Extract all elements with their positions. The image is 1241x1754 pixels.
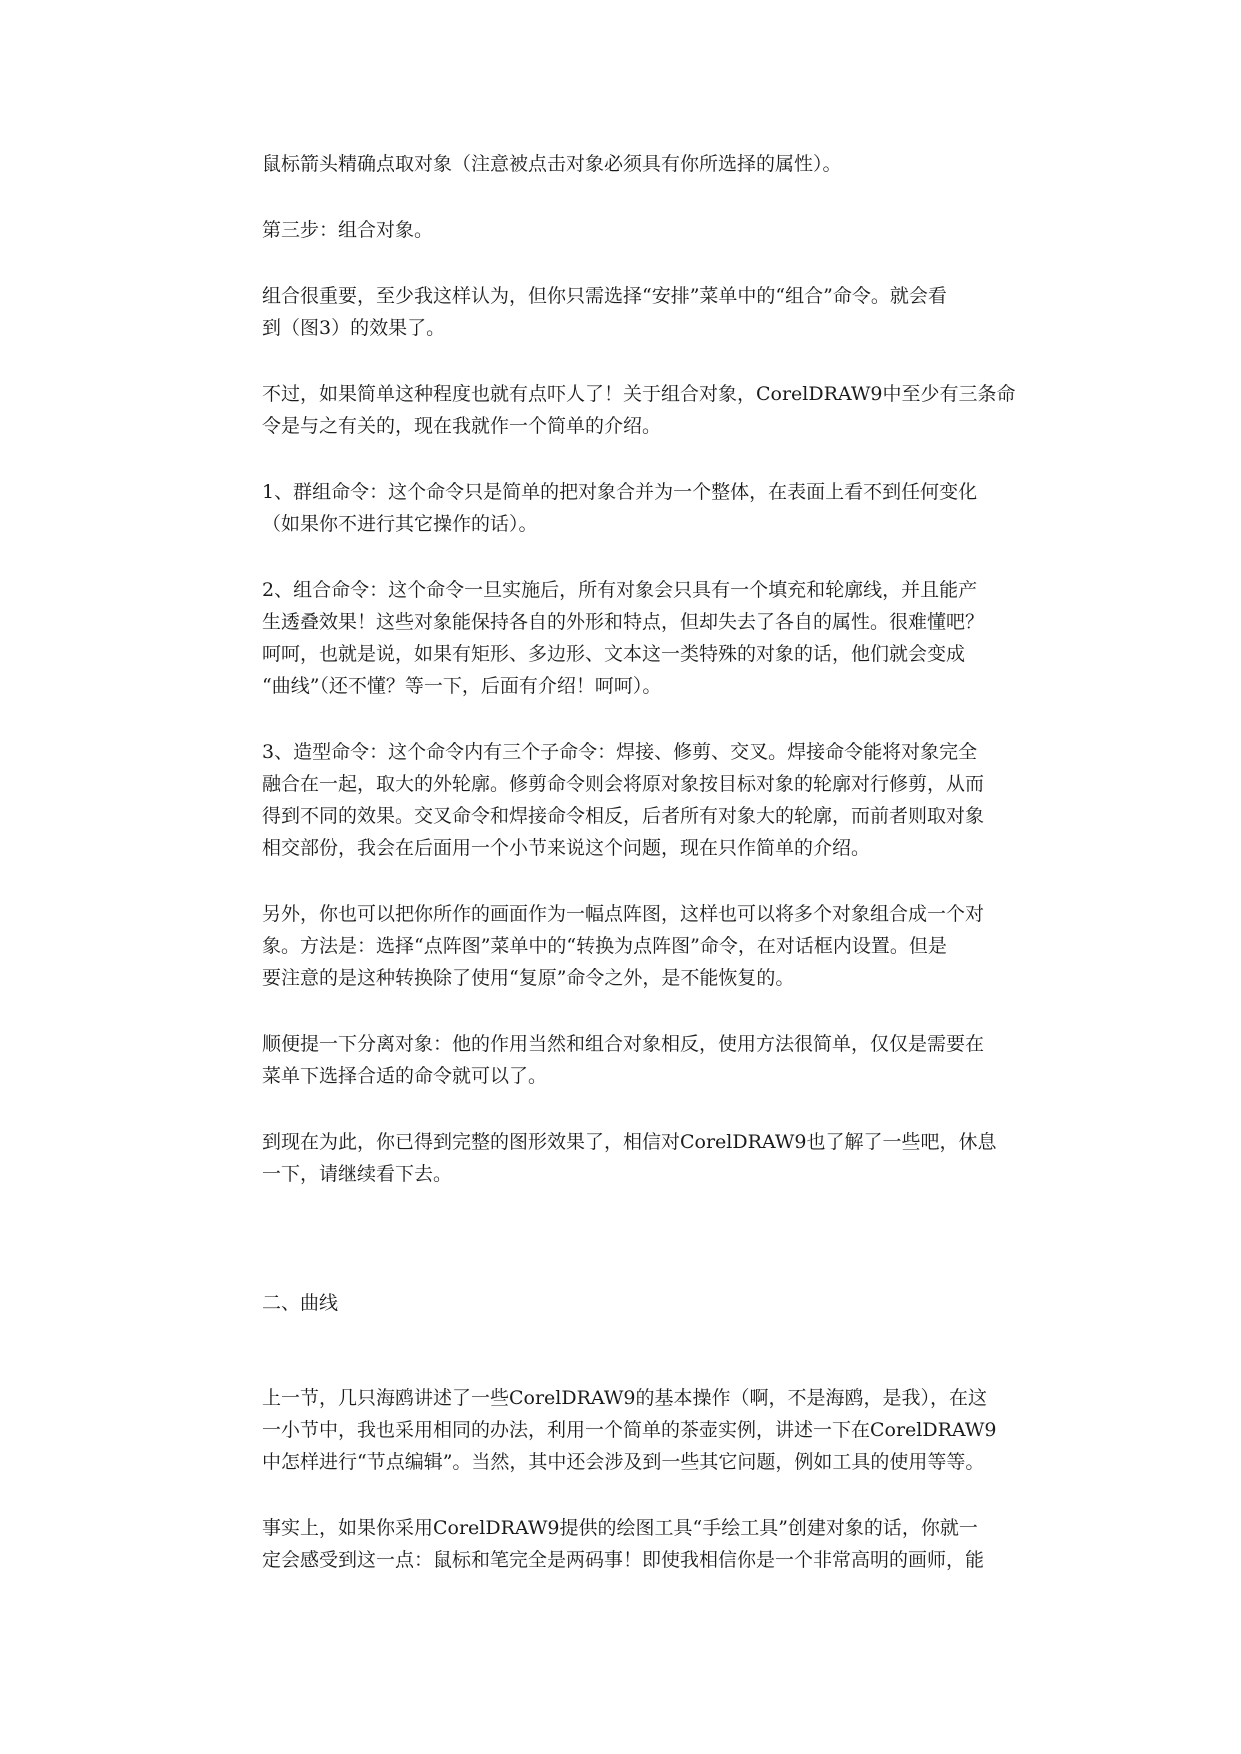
paragraph-3 bbox=[262, 280, 1052, 344]
paragraph-combine-command bbox=[262, 574, 1052, 702]
text-line: 菜单下选择合适的命令就可以了。 bbox=[262, 1065, 548, 1087]
text-line: 不过，如果简单这种程度也就有点吓人了！关于组合对象，CorelDRAW9中至少有三条命 bbox=[262, 383, 1016, 405]
text-line: 相交部份，我会在后面用一个小节来说这个问题，现在只作简单的介绍。 bbox=[262, 837, 871, 859]
text-line: 第三步：组合对象。 bbox=[262, 219, 434, 241]
paragraph-conclusion bbox=[262, 1126, 1052, 1190]
document-page bbox=[262, 148, 1052, 1576]
text-line: “曲线”（还不懂？等一下，后面有介绍！呵呵）。 bbox=[262, 675, 662, 697]
text-line: 呵呵，也就是说，如果有矩形、多边形、文本这一类特殊的对象的话，他们就会变成 bbox=[262, 643, 966, 665]
text-line: 鼠标箭头精确点取对象（注意被点击对象必须具有你所选择的属性）。 bbox=[262, 153, 842, 175]
paragraph-freehand bbox=[262, 1512, 1052, 1576]
text-line: 事实上，如果你采用CorelDRAW9提供的绘图工具“手绘工具”创建对象的话，你就一 bbox=[262, 1517, 978, 1539]
text-line: 一下，请继续看下去。 bbox=[262, 1163, 453, 1185]
text-line: 要注意的是这种转换除了使用“复原”命令之外，是不能恢复的。 bbox=[262, 967, 795, 989]
text-line: 到（图3）的效果了。 bbox=[262, 317, 446, 339]
text-line: 象。方法是：选择“点阵图”菜单中的“转换为点阵图”命令，在对话框内设置。但是 bbox=[262, 935, 947, 957]
heading-text: 二、曲线 bbox=[262, 1292, 339, 1314]
paragraph-1 bbox=[262, 148, 1052, 180]
text-line: 中怎样进行“节点编辑”。当然，其中还会涉及到一些其它问题，例如工具的使用等等。 bbox=[262, 1451, 985, 1473]
text-line: 生透叠效果！这些对象能保持各自的外形和特点，但却失去了各自的属性。很难懂吧？ bbox=[262, 611, 985, 633]
text-line: 2、组合命令：这个命令一旦实施后，所有对象会只具有一个填充和轮廓线，并且能产 bbox=[262, 579, 978, 601]
text-line: 令是与之有关的，现在我就作一个简单的介绍。 bbox=[262, 415, 662, 437]
paragraph-shaping-command bbox=[262, 736, 1052, 864]
text-line: 1、群组命令：这个命令只是简单的把对象合并为一个整体，在表面上看不到任何变化 bbox=[262, 481, 978, 503]
text-line: 一小节中，我也采用相同的办法，利用一个简单的茶壶实例，讲述一下在CorelDRAW9 bbox=[262, 1419, 997, 1441]
text-line: 顺便提一下分离对象：他的作用当然和组合对象相反，使用方法很简单，仅仅是需要在 bbox=[262, 1033, 985, 1055]
paragraph-4 bbox=[262, 378, 1052, 442]
text-line: 定会感受到这一点：鼠标和笔完全是两码事！即使我相信你是一个非常高明的画师，能 bbox=[262, 1549, 985, 1571]
text-line: 上一节，几只海鸥讲述了一些CorelDRAW9的基本操作（啊，不是海鸥，是我），在这 bbox=[262, 1387, 987, 1409]
paragraph-separate bbox=[262, 1028, 1052, 1092]
text-line: （如果你不进行其它操作的话）。 bbox=[262, 513, 538, 535]
paragraph-bitmap bbox=[262, 898, 1052, 994]
text-line: 融合在一起，取大的外轮廓。修剪命令则会将原对象按目标对象的轮廓对行修剪，从而 bbox=[262, 773, 985, 795]
section-heading bbox=[262, 1287, 1052, 1319]
text-line: 另外，你也可以把你所作的画面作为一幅点阵图，这样也可以将多个对象组合成一个对 bbox=[262, 903, 985, 925]
paragraph-step-three bbox=[262, 214, 1052, 246]
text-line: 3、造型命令：这个命令内有三个子命令：焊接、修剪、交叉。焊接命令能将对象完全 bbox=[262, 741, 978, 763]
paragraph-group-command bbox=[262, 476, 1052, 540]
text-line: 到现在为此，你已得到完整的图形效果了，相信对CorelDRAW9也了解了一些吧，休息 bbox=[262, 1131, 997, 1153]
paragraph-section-intro bbox=[262, 1382, 1052, 1478]
text-line: 得到不同的效果。交叉命令和焊接命令相反，后者所有对象大的轮廓，而前者则取对象 bbox=[262, 805, 985, 827]
text-line: 组合很重要，至少我这样认为，但你只需选择“安排”菜单中的“组合”命令。就会看 bbox=[262, 285, 947, 307]
